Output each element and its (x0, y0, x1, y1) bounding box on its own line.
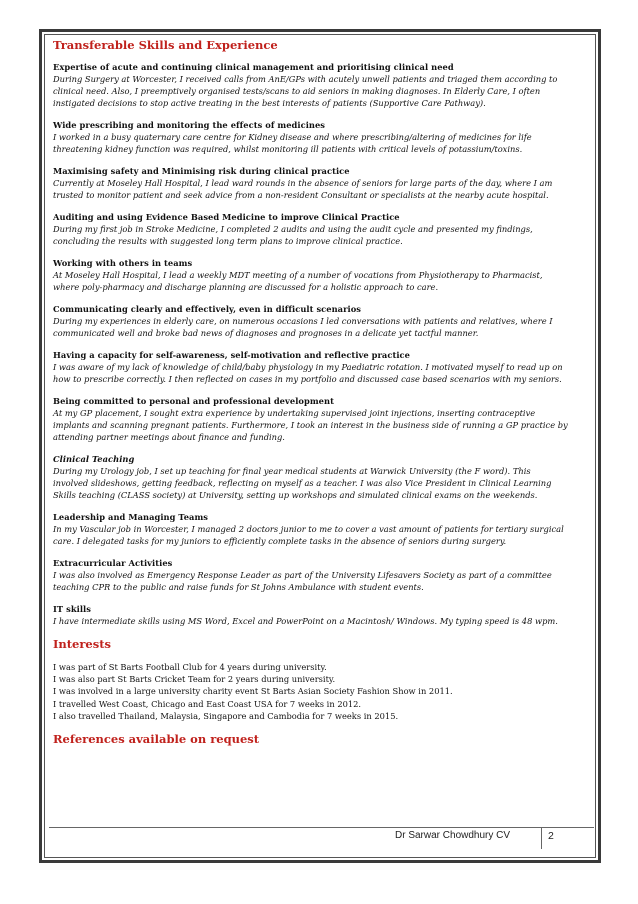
skill-description (53, 177, 593, 201)
skill-description (53, 131, 593, 155)
skill-description-line: I was aware of my lack of knowledge of child/baby physiology in my Paediatric rotation. I motivated myself to read up on (53, 362, 563, 372)
skill-block (53, 303, 593, 339)
skill-description-line: instigated decisions to stop active treating in the best interests of patients (Supportive Care Pathway). (53, 98, 486, 108)
skill-description (53, 569, 593, 593)
skill-block (53, 511, 593, 547)
skill-title: Wide prescribing and monitoring the effects of medicines (53, 120, 326, 130)
footer-name: Dr Sarwar Chowdhury CV (395, 830, 511, 841)
skill-title: Extracurricular Activities (53, 558, 173, 568)
skill-description-line: trusted to monitor patient and seek advice from a non-resident Consultant or specialists at the nearby acute hospital. (53, 190, 549, 200)
skill-block (53, 119, 593, 155)
skill-description-line: During my Urology job, I set up teaching for final year medical students at Warwick University (the F word). This (53, 466, 531, 476)
skill-block (53, 349, 593, 385)
skill-title: Maximising safety and Minimising risk during clinical practice (53, 166, 350, 176)
interests-title: Interests (53, 637, 112, 651)
skill-block (53, 211, 593, 247)
skill-description-line: At Moseley Hall Hospital, I lead a weekly MDT meeting of a number of vocations from Physiotherapy to Pharmacist, (53, 270, 543, 280)
page-number: 2 (548, 830, 554, 842)
interest-item: I was involved in a large university charity event St Barts Asian Society Fashion Show in 2011. (53, 686, 453, 697)
footer-divider (49, 827, 594, 828)
skill-description-line: where poly-pharmacy and discharge planning are discussed for a holistic approach to care. (53, 282, 439, 292)
skill-description-line: Skills teaching (CLASS society) at University, setting up workshops and simulated clinical exams on the weekends. (53, 490, 538, 500)
skill-description-line: teaching CPR to the public and raise funds for St Johns Ambulance with student events. (53, 582, 424, 592)
interest-item: I travelled West Coast, Chicago and East Coast USA for 7 weeks in 2012. (53, 698, 362, 709)
skill-description-line: communicated well and broke bad news of diagnoses and prognoses in a delicate yet tactful manner. (53, 328, 479, 338)
skill-description (53, 73, 593, 109)
skill-title: Auditing and using Evidence Based Medicine to improve Clinical Practice (53, 212, 400, 222)
skill-description-line: I was also involved as Emergency Response Leader as part of the University Lifesavers Society as part of a committee (53, 570, 552, 580)
skill-block (53, 603, 593, 627)
skill-description-line: threatening kidney function was required, whilst monitoring ill patients with critical levels of potassium/toxins. (53, 144, 523, 154)
skill-title: Leadership and Managing Teams (53, 512, 209, 522)
skill-description (53, 407, 593, 443)
skill-block (53, 257, 593, 293)
interests-list (53, 661, 593, 722)
skill-title: Having a capacity for self-awareness, self-motivation and reflective practice (53, 350, 410, 360)
skill-description-line: In my Vascular job in Worcester, I managed 2 doctors junior to me to cover a vast amount of patients for tertiary surgical (53, 524, 564, 534)
skill-title: Expertise of acute and continuing clinical management and prioritising clinical need (53, 62, 454, 72)
skill-description (53, 315, 593, 339)
skill-description-line: concluding the results with suggested long term plans to improve clinical practice. (53, 236, 403, 246)
skill-description-line: involved slideshows, getting feedback, reflecting on myself as a teacher. I was also Vice President in Clinical Learning (53, 478, 552, 488)
interest-item: I was also part St Barts Cricket Team for 2 years during university. (53, 674, 336, 685)
skill-block (53, 557, 593, 593)
skill-description (53, 269, 593, 293)
skill-description (53, 523, 593, 547)
skill-block (53, 61, 593, 109)
skill-description-line: attending partner meetings about finance and funding. (53, 432, 285, 442)
skill-description (53, 465, 593, 501)
skill-description-line: care. I delegated tasks for my juniors to efficiently complete tasks in the absence of seniors during surgery. (53, 536, 507, 546)
footer-separator (541, 827, 542, 849)
skill-description (53, 361, 593, 385)
skill-description-line: implants and scanning pregnant patients. Furthermore, I took an interest in the business side of running a GP practice by (53, 420, 568, 430)
skill-title: Clinical Teaching (53, 454, 135, 464)
skill-description-line: At my GP placement, I sought extra experience by undertaking supervised joint injections, inserting contraceptive (53, 408, 536, 418)
skill-description-line: clinical need. Also, I preemptively organised tests/scans to aid seniors in making diagnoses. In Elderly Care, I often (53, 86, 541, 96)
skill-description-line: During my experiences in elderly care, on numerous occasions I led conversations with patients and relatives, where I (53, 316, 553, 326)
skill-description-line: During my first job in Stroke Medicine, I completed 2 audits and using the audit cycle and presented my findings, (53, 224, 533, 234)
skill-block (53, 165, 593, 201)
skill-description (53, 223, 593, 247)
skill-block (53, 395, 593, 443)
skill-description-line: I worked in a busy quaternary care centre for Kidney disease and where prescribing/altering of medicines for life (53, 132, 532, 142)
skills-list (53, 61, 593, 627)
skill-block (53, 453, 593, 501)
skill-description-line: During Surgery at Worcester, I received calls from AnE/GPs with acutely unwell patients and triaged them according to (53, 74, 558, 84)
skill-description-line: how to prescribe correctly. I then reflected on cases in my portfolio and discussed case based scenarios with my seniors. (53, 374, 562, 384)
interest-item: I also travelled Thailand, Malaysia, Singapore and Cambodia for 7 weeks in 2015. (53, 710, 399, 721)
skill-title: IT skills (53, 604, 91, 614)
cv-content (53, 38, 593, 746)
skill-description (53, 615, 593, 627)
skill-description-line: Currently at Moseley Hall Hospital, I lead ward rounds in the absence of seniors for large parts of the day, where I am (53, 178, 553, 188)
skill-description-line: I have intermediate skills using MS Word, Excel and PowerPoint on a Macintosh/ Windows. My typing speed is 48 wpm. (53, 616, 558, 626)
skill-title: Being committed to personal and professional development (53, 396, 334, 406)
section-title: Transferable Skills and Experience (53, 38, 278, 52)
references-note: References available on request (53, 732, 260, 747)
skill-title: Communicating clearly and effectively, even in difficult scenarios (53, 304, 362, 314)
skill-title: Working with others in teams (53, 258, 193, 268)
interest-item: I was part of St Barts Football Club for 4 years during university. (53, 662, 327, 672)
